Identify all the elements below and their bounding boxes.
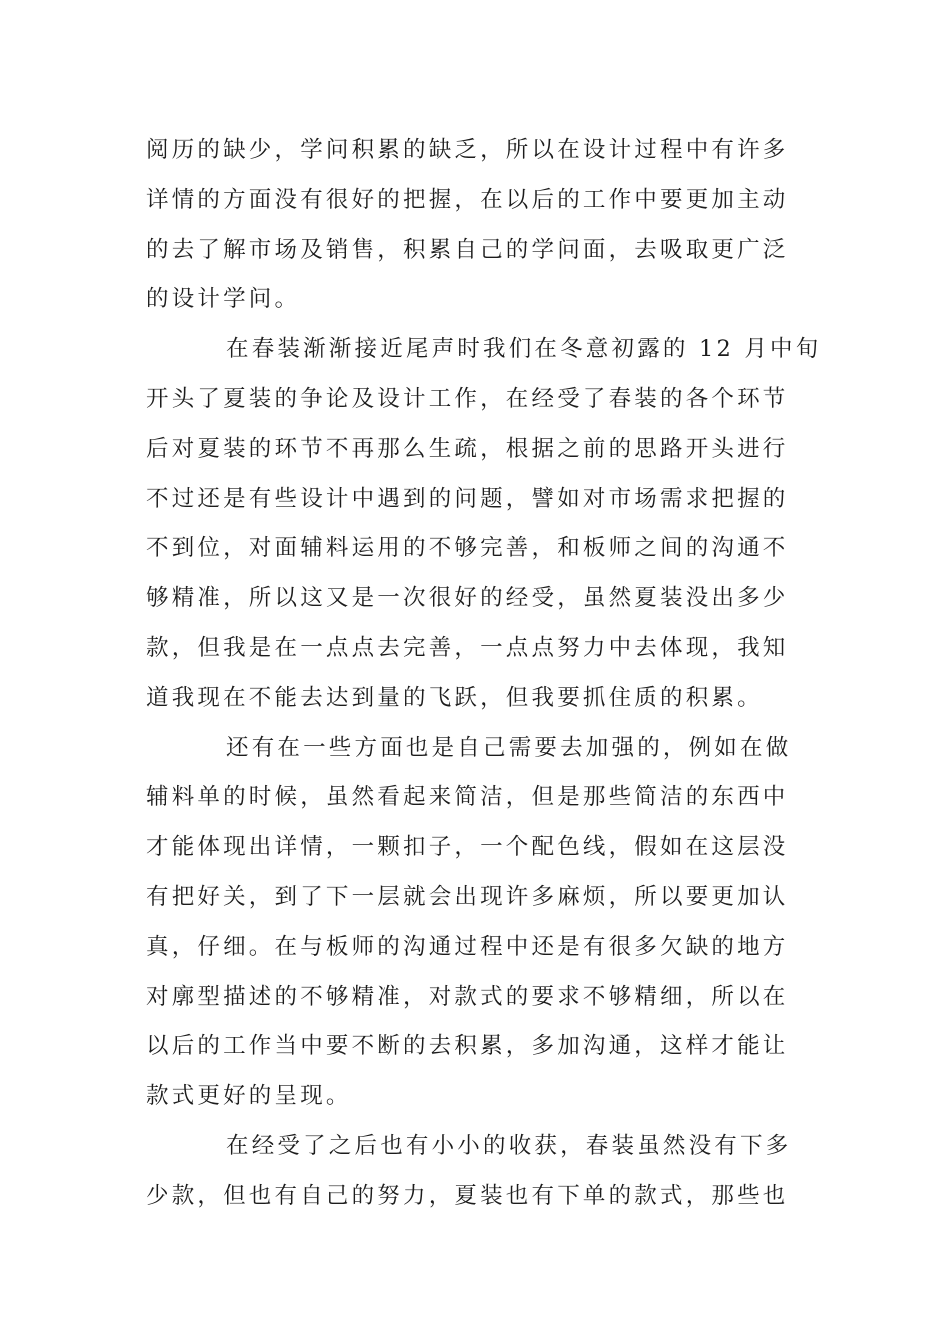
text-line: 详情的方面没有很好的把握，在以后的工作中要更加主动 <box>146 186 789 213</box>
paragraph-first-line: 在春装渐渐接近尾声时我们在冬意初露的 12 月中旬 <box>226 336 822 363</box>
text-line: 款，但我是在一点点去完善，一点点努力中去体现，我知 <box>146 634 789 661</box>
text-line: 对廓型描述的不够精准，对款式的要求不够精细，所以在 <box>146 983 789 1010</box>
text-line: 款式更好的呈现。 <box>146 1083 352 1110</box>
text-line: 少款，但也有自己的努力，夏装也有下单的款式，那些也 <box>146 1182 789 1209</box>
text-line: 不到位，对面辅料运用的不够完善，和板师之间的沟通不 <box>146 535 789 562</box>
text-line: 的去了解市场及销售，积累自己的学问面，去吸取更广泛 <box>146 236 789 263</box>
text-line: 道我现在不能去达到量的飞跃，但我要抓住质的积累。 <box>146 684 763 711</box>
text-line: 辅料单的时候，虽然看起来简洁，但是那些简洁的东西中 <box>146 784 789 811</box>
text-line: 才能体现出详情，一颗扣子，一个配色线，假如在这层没 <box>146 834 789 861</box>
text-line: 够精准，所以这又是一次很好的经受，虽然夏装没出多少 <box>146 585 789 612</box>
document-body <box>146 126 822 1222</box>
text-line: 阅历的缺少，学问积累的缺乏，所以在设计过程中有许多 <box>146 137 789 163</box>
text-line: 不过还是有些设计中遇到的问题，譬如对市场需求把握的 <box>146 485 789 512</box>
text-line: 后对夏装的环节不再那么生疏，根据之前的思路开头进行 <box>146 435 789 462</box>
paragraph-first-line: 在经受了之后也有小小的收获，春装虽然没有下多 <box>226 1132 792 1159</box>
text-line: 以后的工作当中要不断的去积累，多加沟通，这样才能让 <box>146 1033 789 1060</box>
text-line: 有把好关，到了下一层就会出现许多麻烦，所以要更加认 <box>146 883 789 910</box>
text-line: 的设计学问。 <box>146 286 301 313</box>
text-line: 开头了夏装的争论及设计工作，在经受了春装的各个环节 <box>146 385 789 412</box>
text-line: 真，仔细。在与板师的沟通过程中还是有很多欠缺的地方 <box>146 933 789 960</box>
paragraph-first-line: 还有在一些方面也是自己需要去加强的，例如在做 <box>226 734 792 761</box>
